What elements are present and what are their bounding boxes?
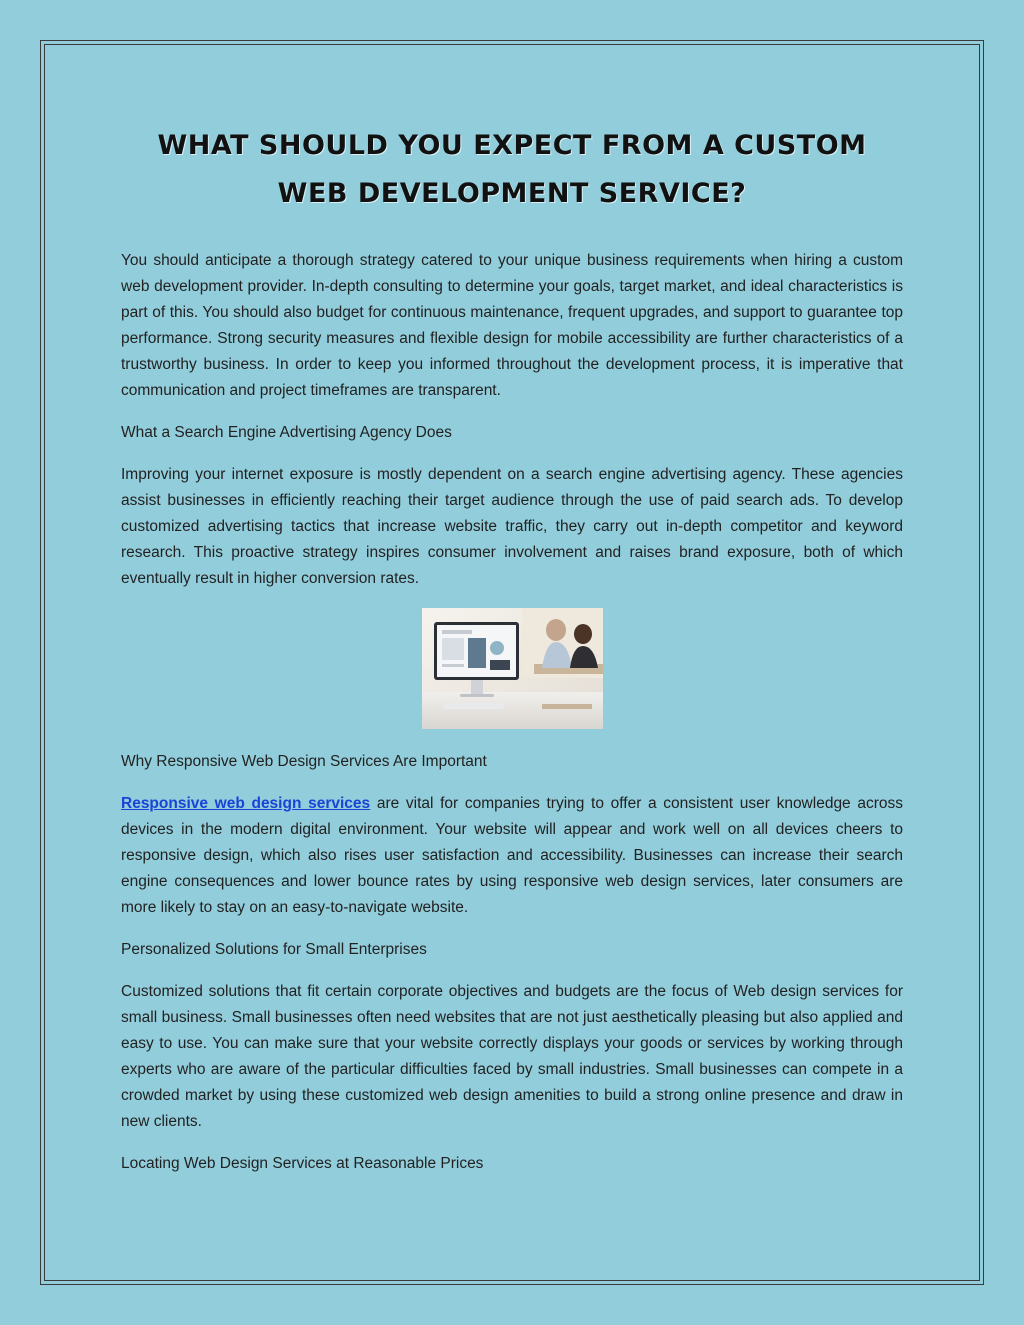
- small-enterprises-paragraph: Customized solutions that fit certain corporate objectives and budgets are the focus of Web design services for small business. Small businesses often need websites that are not just aesthetically pleasing but also applied and easy to use. You can make sure that your website correctly displays your goods or services by working through experts who are aware of the particular difficulties faced by small industries. Small businesses can compete in a crowded market by using these customized web design amenities to build a strong online presence and draw in new clients.: [121, 983, 903, 1130]
- document-title: [100, 122, 924, 218]
- section-heading-search-advertising: What a Search Engine Advertising Agency Does: [121, 424, 452, 441]
- section-heading-reasonable-prices: Locating Web Design Services at Reasonable Prices: [121, 1155, 484, 1172]
- intro-paragraph: You should anticipate a thorough strategy catered to your unique business requirements when hiring a custom web development provider. In-depth consulting to determine your goals, target market, and ideal characteristics is part of this. You should also budget for continuous maintenance, frequent upgrades, and support to guarantee top performance. Strong security measures and flexible design for mobile accessibility are further characteristics of a trustworthy business. In order to keep you informed throughout the development process, it is imperative that communication and project timeframes are transparent.: [121, 252, 903, 399]
- title-line-1: WHAT SHOULD YOU EXPECT FROM A CUSTOM: [157, 130, 867, 161]
- section-heading-responsive-design: Why Responsive Web Design Services Are Important: [121, 753, 487, 770]
- figure-container: [121, 608, 903, 729]
- title-line-2: WEB DEVELOPMENT SERVICE?: [277, 178, 747, 209]
- section-heading-small-enterprises: Personalized Solutions for Small Enterprises: [121, 941, 427, 958]
- document-body: [121, 248, 903, 1193]
- responsive-web-design-link[interactable]: Responsive web design services: [121, 795, 371, 812]
- office-computer-photo: [422, 608, 603, 729]
- search-advertising-paragraph: Improving your internet exposure is mostly dependent on a search engine advertising agency. These agencies assist businesses in efficiently reaching their target audience through the use of paid search ads. To develop customized advertising tactics that increase website traffic, they carry out in-depth competitor and keyword research. This proactive strategy inspires consumer involvement and raises brand exposure, both of which eventually result in higher conversion rates.: [121, 466, 903, 587]
- responsive-design-text: are vital for companies trying to offer a consistent user knowledge across devices in the modern digital environment. Your website will appear and work well on all devices cheers to responsive design, which also rises user satisfaction and accessibility. Businesses can increase their search engine consequences and lower bounce rates by using responsive web design services, later consumers are more likely to stay on an easy-to-navigate website.: [121, 795, 903, 916]
- responsive-design-paragraph: [121, 791, 903, 921]
